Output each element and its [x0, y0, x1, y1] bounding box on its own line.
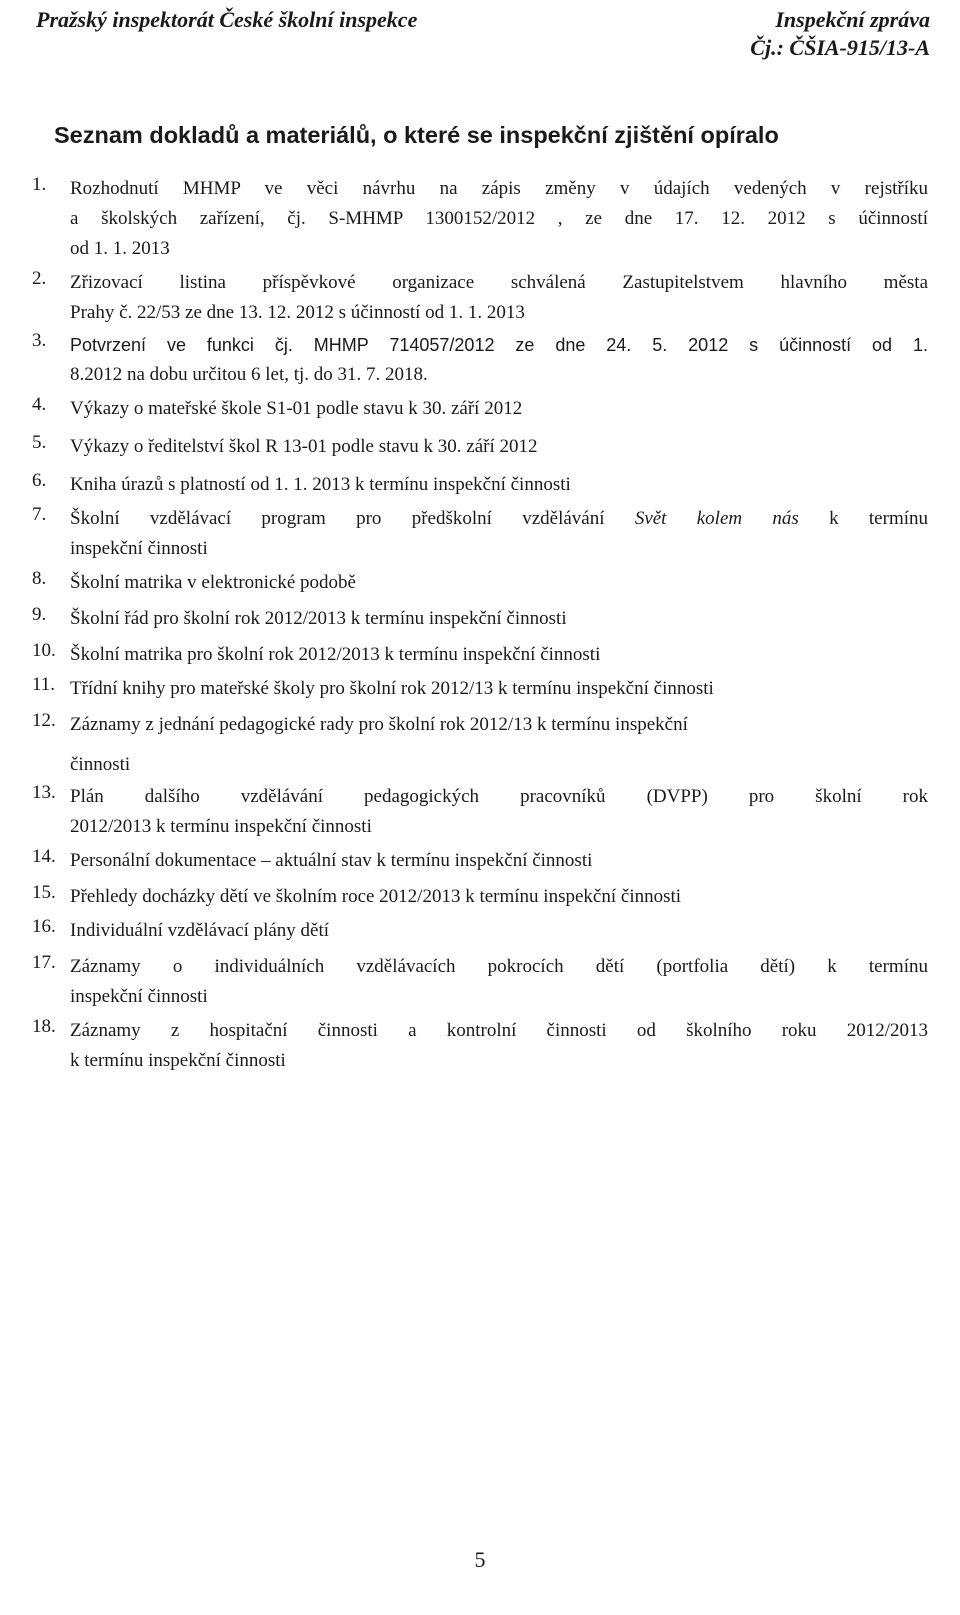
item-number: 6. — [32, 470, 47, 491]
item-text: Individuální vzdělávací plány dětí — [70, 920, 330, 941]
item-number: 8. — [32, 568, 47, 589]
page-number: 5 — [474, 1547, 486, 1572]
item-number: 7. — [32, 504, 47, 525]
item-number: 13. — [32, 782, 56, 803]
item-text: Plán dalšího vzdělávání pedagogických pracovníků (DVPP) pro školní rok 2012/2013 k termínu inspekční činnosti — [70, 786, 928, 837]
item-text: Třídní knihy pro mateřské školy pro školní rok 2012/13 k termínu inspekční činnosti — [70, 678, 714, 699]
item-number: 3. — [32, 330, 47, 351]
item-text: Zřizovací listina příspěvkové organizace schválená Zastupitelstvem hlavního města Prahy č. 22/53 ze dne 13. 12. 2012 s účinností od 1. 1. 2013 — [70, 272, 928, 323]
item-number: 18. — [32, 1016, 56, 1037]
item-text: Školní vzdělávací program pro předškolní vzdělávání Svět kolem nás k termínu inspekční činnosti — [70, 508, 928, 559]
item-text: Rozhodnutí MHMP ve věci návrhu na zápis změny v údajích vedených v rejstříku a školských zařízení, čj. S-MHMP 1300152/2012 , ze dne 17. 12. 2012 s účinností od 1. 1. 2013 — [70, 178, 928, 259]
program-name: Svět kolem nás — [634, 508, 799, 529]
item-text: Školní řád pro školní rok 2012/2013 k termínu inspekční činnosti — [70, 608, 567, 629]
item-number: 10. — [32, 640, 56, 661]
item-text: Záznamy z hospitační činnosti a kontrolní činnosti od školního roku 2012/2013 k termínu inspekční činnosti — [70, 1020, 928, 1071]
item-text: Přehledy docházky dětí ve školním roce 2012/2013 k termínu inspekční činnosti — [70, 886, 682, 907]
report-title: Inspekční zpráva — [775, 7, 930, 32]
item-number: 17. — [32, 952, 56, 973]
item-number: 4. — [32, 394, 47, 415]
item-text: Personální dokumentace – aktuální stav k termínu inspekční činnosti — [70, 850, 593, 871]
item-text: Školní matrika pro školní rok 2012/2013 k termínu inspekční činnosti — [70, 644, 601, 665]
item-text: Školní matrika v elektronické podobě — [70, 572, 356, 593]
item-number: 14. — [32, 846, 56, 867]
item-number: 11. — [32, 674, 56, 695]
item-number: 5. — [32, 432, 47, 453]
item-number: 9. — [32, 604, 47, 625]
item-number: 12. — [32, 710, 56, 731]
reference-number: Čj.: ČŠIA-915/13-A — [750, 35, 930, 60]
item-text: Výkazy o mateřské škole S1-01 podle stavu k 30. září 2012 — [70, 398, 523, 419]
item-number: 15. — [32, 882, 56, 903]
item-text: Záznamy z jednání pedagogické rady pro školní rok 2012/13 k termínu inspekční činnosti — [70, 714, 688, 775]
report-reference — [750, 6, 930, 62]
item-number: 2. — [32, 268, 47, 289]
section-heading: Seznam dokladů a materiálů, o které se inspekční zjištění opíralo — [54, 122, 779, 148]
item-number: 16. — [32, 916, 56, 937]
item-text: Záznamy o individuálních vzdělávacích pokrocích dětí (portfolia dětí) k termínu inspekční činnosti — [70, 956, 928, 1007]
inspectorate-name: Pražský inspektorát České školní inspekce — [36, 7, 418, 32]
item-text: Kniha úrazů s platností od 1. 1. 2013 k termínu inspekční činnosti — [70, 474, 571, 495]
item-text: Výkazy o ředitelství škol R 13-01 podle stavu k 30. září 2012 — [70, 436, 538, 457]
item-text: Potvrzení ve funkci čj. MHMP 714057/2012 ze dne 24. 5. 2012 s účinností od 1. 8.2012 na dobu určitou 6 let, tj. do 31. 7. 2018. — [70, 335, 928, 385]
item-number: 1. — [32, 174, 47, 195]
